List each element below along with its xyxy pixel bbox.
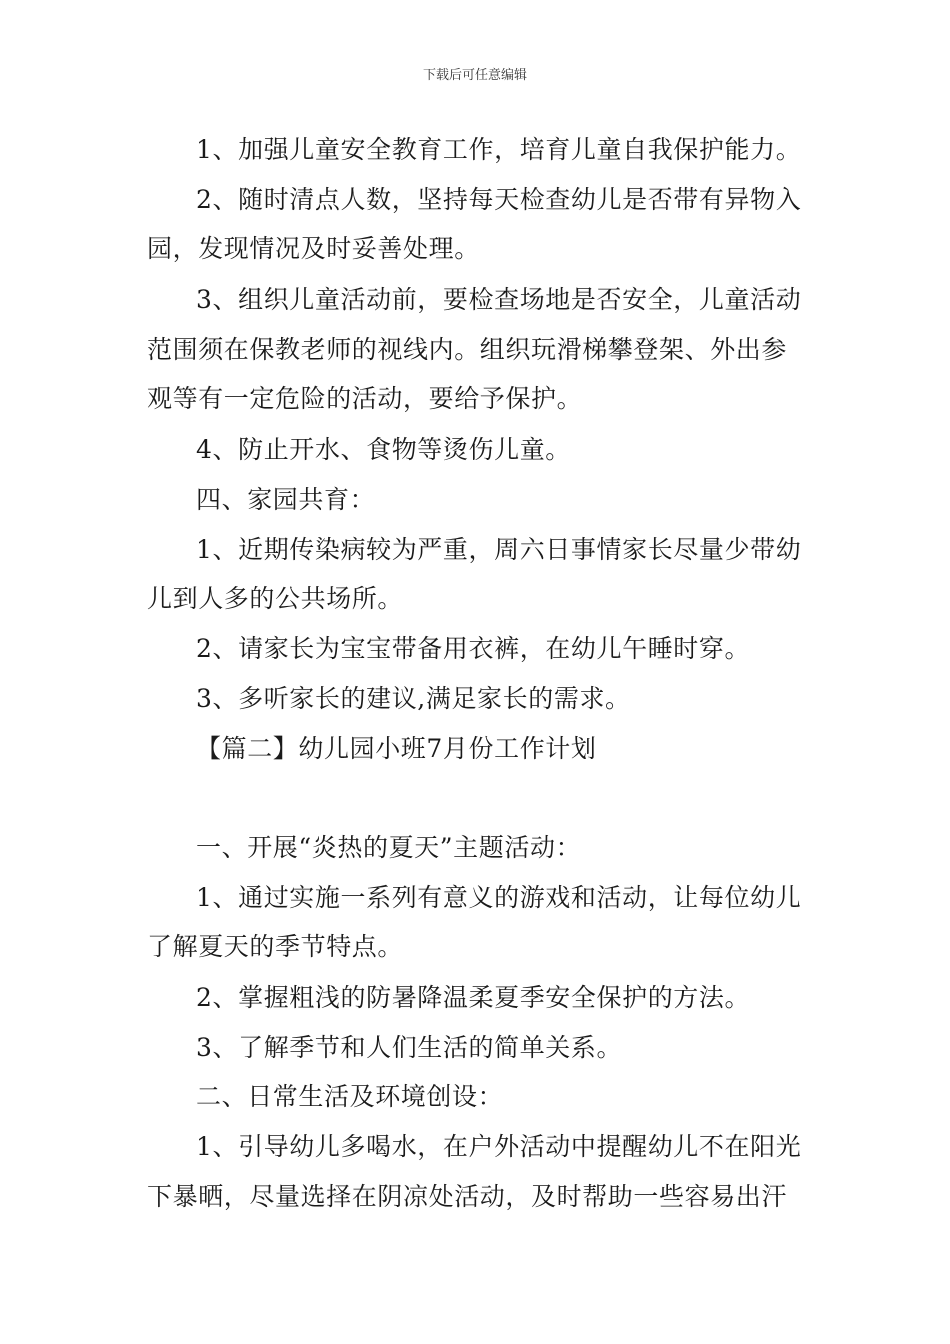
section-heading: 四、家园共育： [196,485,376,514]
header-note: 下载后可任意编辑 [422,68,527,83]
paragraph-line: 2、随时清点人数，坚持每天检查幼儿是否带有异物入 [196,185,802,214]
paragraph-line: 园，发现情况及时妥善处理。 [147,234,480,263]
paragraph-line: 观等有一定危险的活动，要给予保护。 [147,384,583,413]
section-heading: 二、日常生活及环境创设： [196,1082,504,1111]
section-heading: 一、开展“炎热的夏天”主题活动： [196,833,582,862]
paragraph-line: 1、加强儿童安全教育工作，培育儿童自我保护能力。 [196,135,802,164]
paragraph-line: 1、通过实施一系列有意义的游戏和活动，让每位幼儿 [196,883,802,912]
article-title: 【篇二】幼儿园小班7月份工作计划 [196,734,597,763]
paragraph-line: 1、近期传染病较为严重，周六日事情家长尽量少带幼 [196,535,802,564]
paragraph-line: 2、请家长为宝宝带备用衣裤，在幼儿午睡时穿。 [196,634,751,663]
paragraph-line: 4、防止开水、食物等烫伤儿童。 [196,435,571,464]
paragraph-line: 3、多听家长的建议,满足家长的需求。 [196,684,631,713]
paragraph-line: 儿到人多的公共场所。 [147,584,404,613]
paragraph-line: 2、掌握粗浅的防暑降温柔夏季安全保护的方法。 [196,983,751,1012]
paragraph-line: 3、了解季节和人们生活的简单关系。 [196,1033,623,1062]
paragraph-line: 下暴晒，尽量选择在阴凉处活动，及时帮助一些容易出汗 [147,1182,788,1211]
paragraph-line: 3、组织儿童活动前，要检查场地是否安全，儿童活动 [196,285,802,314]
paragraph-line: 1、引导幼儿多喝水，在户外活动中提醒幼儿不在阳光 [196,1132,802,1161]
paragraph-line: 范围须在保教老师的视线内。组织玩滑梯攀登架、外出参 [147,335,788,364]
paragraph-line: 了解夏天的季节特点。 [147,932,404,961]
